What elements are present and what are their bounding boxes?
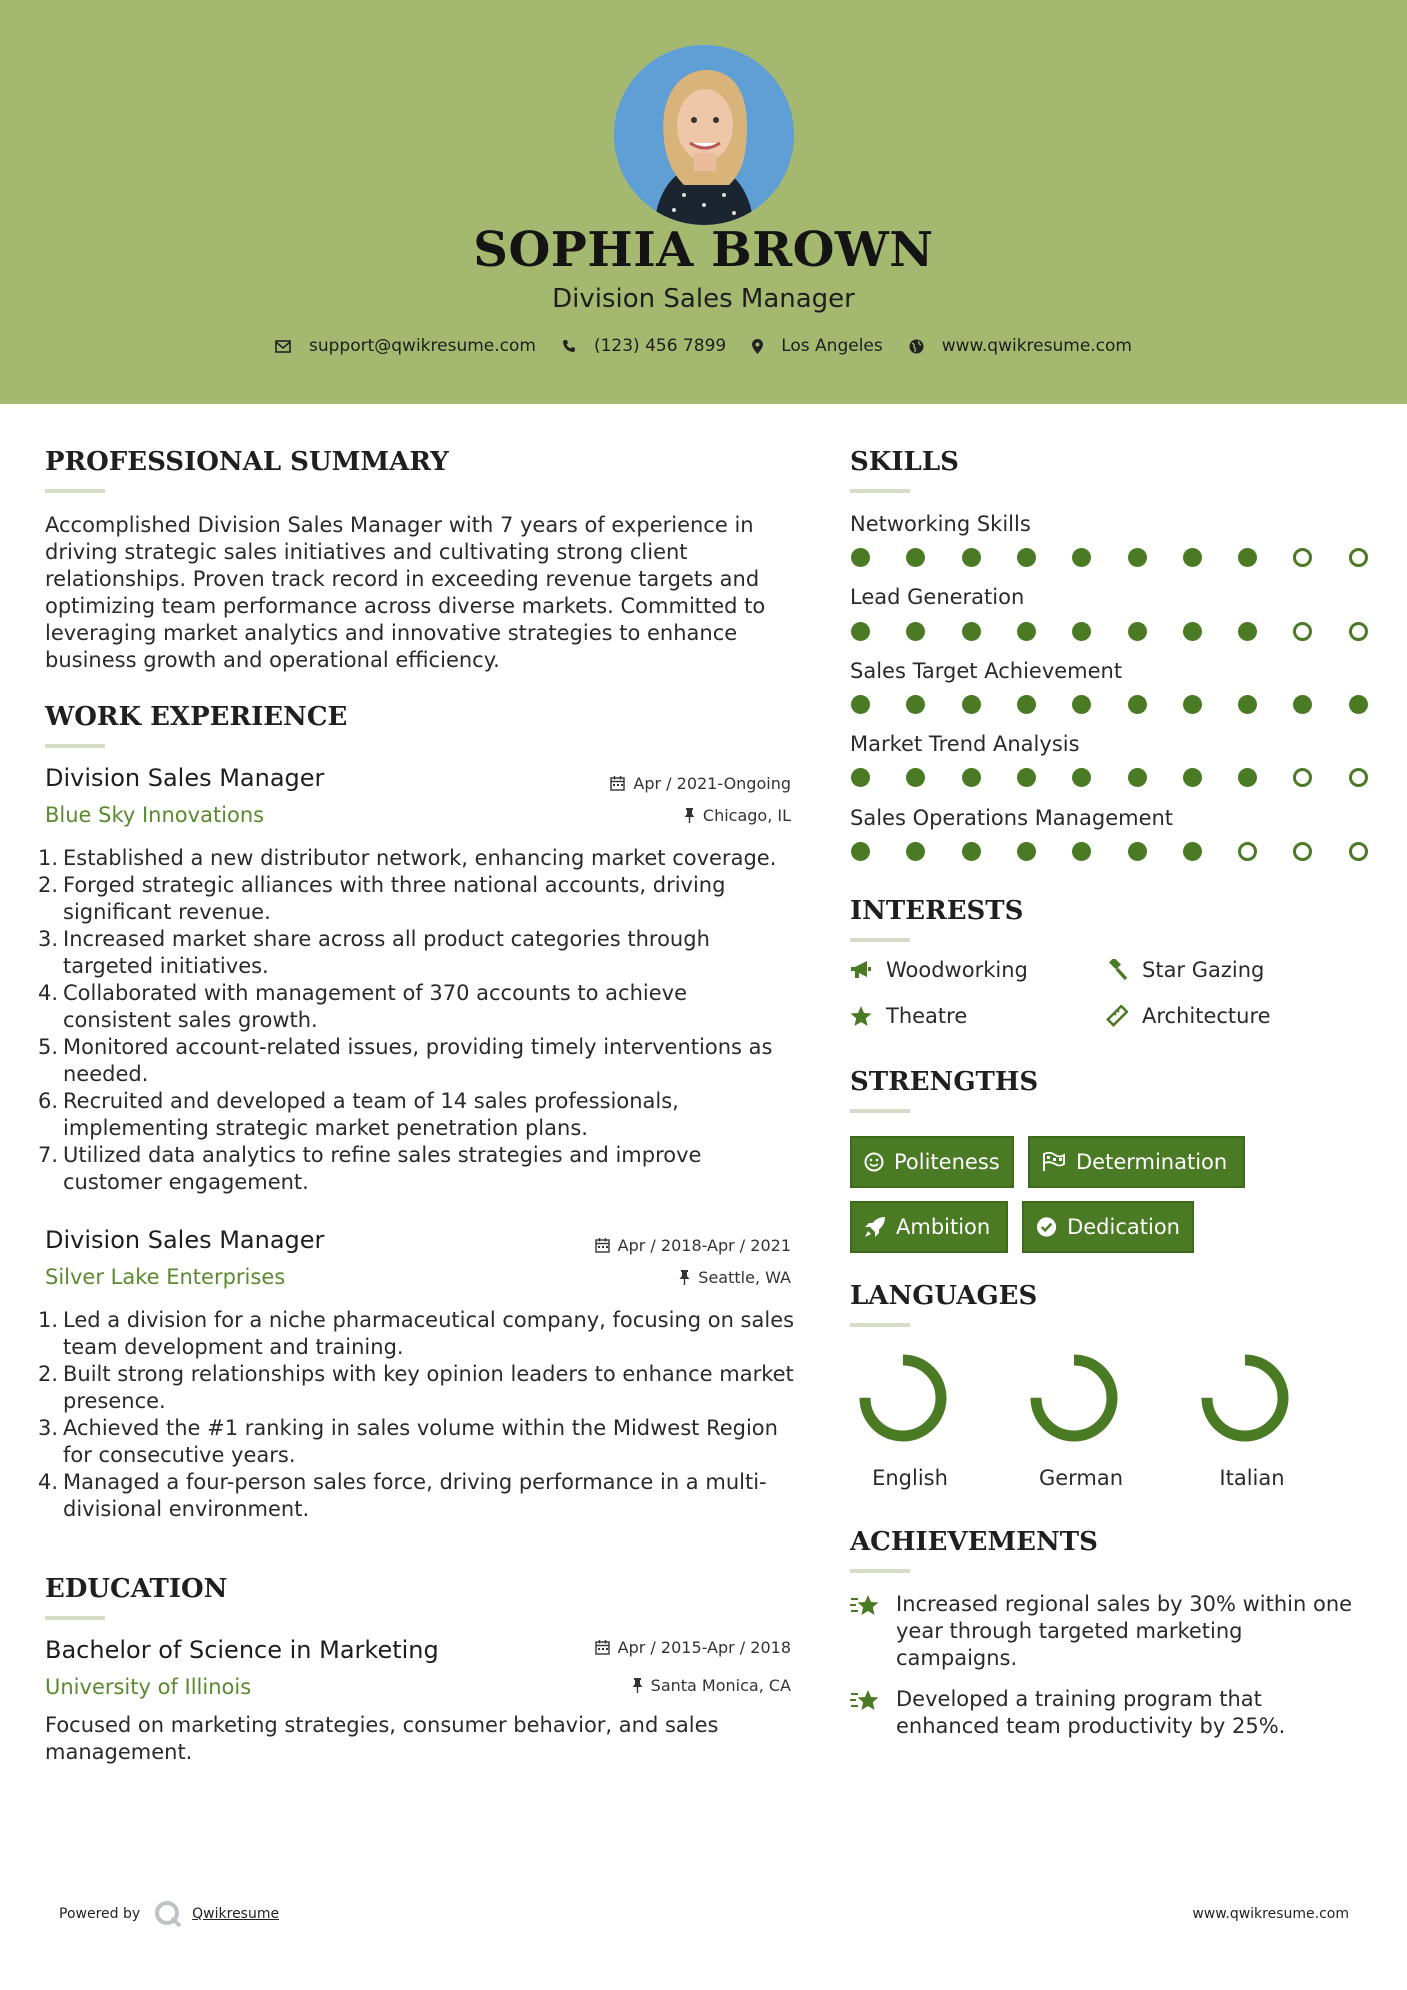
rocket-icon xyxy=(864,1216,886,1238)
bullet-text: Forged strategic alliances with three national accounts, driving significant revenue. xyxy=(63,873,726,924)
rating-dot-empty xyxy=(1293,622,1312,641)
rating-dot-filled xyxy=(1293,695,1312,714)
calendar-icon xyxy=(595,1238,610,1253)
bullet-text: Collaborated with management of 370 accounts to achieve consistent sales growth. xyxy=(63,981,688,1032)
rating-dot-filled xyxy=(1238,622,1257,641)
summary-heading: PROFESSIONAL SUMMARY xyxy=(45,447,449,477)
flag-icon xyxy=(1042,1152,1066,1172)
rating-dot-filled xyxy=(1183,842,1202,861)
rating-dot-empty xyxy=(1349,842,1368,861)
brand-link[interactable]: Qwikresume xyxy=(192,1906,280,1922)
rating-dot-filled xyxy=(1183,548,1202,567)
header-banner xyxy=(0,0,1407,404)
skill-name: Lead Generation xyxy=(850,585,1025,609)
calendar-icon xyxy=(610,776,625,791)
rating-dot-filled xyxy=(1128,768,1147,787)
strength-badge xyxy=(1028,1136,1245,1188)
school-name: University of Illinois xyxy=(45,1675,252,1699)
interests-underline xyxy=(850,938,910,942)
rating-dot-filled xyxy=(962,768,981,787)
rating-dot-filled xyxy=(1128,695,1147,714)
language-level-arc xyxy=(1207,1360,1283,1436)
interests-heading: INTERESTS xyxy=(850,896,1024,926)
education-underline xyxy=(45,1616,105,1620)
rating-dot-filled xyxy=(1072,622,1091,641)
email-text: support@qwikresume.com xyxy=(309,336,536,356)
interest-label: Architecture xyxy=(1142,1004,1271,1028)
contact-phone[interactable] xyxy=(562,336,726,356)
strength-label: Determination xyxy=(1076,1150,1228,1174)
rating-dot-empty xyxy=(1349,768,1368,787)
list-item: 3. Increased market share across all product categories through targeted initiatives. xyxy=(38,927,710,978)
rating-dot-empty xyxy=(1293,768,1312,787)
skill-name: Sales Operations Management xyxy=(850,806,1174,830)
rating-dot-empty xyxy=(1349,622,1368,641)
job-location-text: Seattle, WA xyxy=(698,1268,791,1287)
achievement-item xyxy=(850,1591,1370,1672)
achievement-text: Increased regional sales by 30% within one year through targeted marketing campaigns. xyxy=(896,1592,1353,1670)
strength-label: Politeness xyxy=(894,1150,1000,1174)
list-item: 2. Forged strategic alliances with three national accounts, driving significant revenue. xyxy=(38,873,726,924)
achievements-heading: ACHIEVEMENTS xyxy=(850,1527,1098,1557)
education-dates-text: Apr / 2015-Apr / 2018 xyxy=(617,1638,791,1657)
job-company: Blue Sky Innovations xyxy=(45,803,265,827)
strength-badge xyxy=(1022,1201,1194,1253)
location-text: Los Angeles xyxy=(781,336,883,356)
list-item: 5. Monitored account-related issues, providing timely interventions as needed. xyxy=(38,1035,773,1086)
achievements-underline xyxy=(850,1569,910,1573)
language-ring xyxy=(1028,1352,1120,1444)
job-location-text: Chicago, IL xyxy=(702,806,791,825)
language-name: German xyxy=(1038,1466,1124,1490)
rating-dot-filled xyxy=(1072,768,1091,787)
gavel-icon xyxy=(1106,959,1128,981)
rating-dot-empty xyxy=(1349,548,1368,567)
language-ring xyxy=(857,1352,949,1444)
experience-underline xyxy=(45,744,105,748)
candidate-role: Division Sales Manager xyxy=(552,284,855,314)
rating-dot-empty xyxy=(1293,548,1312,567)
list-item: 4. Managed a four-person sales force, driving performance in a multi-divisional environment. xyxy=(38,1470,767,1521)
check-circle-icon xyxy=(1036,1216,1057,1238)
rating-dot-filled xyxy=(1017,768,1036,787)
candidate-name: SOPHIA BROWN xyxy=(473,222,934,278)
rating-dot-filled xyxy=(1183,695,1202,714)
skill-name: Networking Skills xyxy=(850,512,1031,536)
rating-dot-filled xyxy=(1238,695,1257,714)
footer-website[interactable]: www.qwikresume.com xyxy=(1192,1906,1349,1922)
education-dates xyxy=(560,1638,791,1657)
skill-rating xyxy=(851,548,1366,570)
bullet-text: Led a division for a niche pharmaceutical company, focusing on sales team development and training. xyxy=(63,1308,795,1359)
interest-item xyxy=(1106,958,1264,982)
powered-by-text: Powered by xyxy=(59,1906,141,1922)
languages-underline xyxy=(850,1323,910,1327)
rating-dot-filled xyxy=(1072,842,1091,861)
language-name: Italian xyxy=(1219,1466,1285,1490)
language-ring xyxy=(1199,1352,1291,1444)
job-company: Silver Lake Enterprises xyxy=(45,1265,286,1289)
rating-dot-filled xyxy=(1238,548,1257,567)
interest-item xyxy=(850,1004,967,1028)
globe-icon xyxy=(909,339,924,354)
rating-dot-filled xyxy=(906,768,925,787)
strength-badge xyxy=(850,1201,1008,1253)
skill-name: Sales Target Achievement xyxy=(850,659,1123,683)
rating-dot-filled xyxy=(851,842,870,861)
job-title: Division Sales Manager xyxy=(45,1226,325,1254)
summary-text: Accomplished Division Sales Manager with 7 years of experience in driving strategic sales initiatives and cultivating strong client relationships. Proven track record in exceeding revenue targets and optimizing team performance across diverse markets. Committed to leveraging market analytics and innovative strategies to enhance business growth and operational efficiency. xyxy=(45,513,766,672)
skill-rating xyxy=(851,842,1366,864)
list-item: 2. Built strong relationships with key opinion leaders to enhance market presence. xyxy=(38,1362,794,1413)
shooting-star-icon xyxy=(850,1688,882,1712)
rating-dot-filled xyxy=(1072,548,1091,567)
bullet-text: Recruited and developed a team of 14 sales professionals, implementing strategic market penetration plans. xyxy=(63,1089,679,1140)
bullet-text: Established a new distributor network, enhancing market coverage. xyxy=(63,846,777,870)
skill-name: Market Trend Analysis xyxy=(850,732,1080,756)
contact-website[interactable] xyxy=(909,336,1132,356)
interest-label: Theatre xyxy=(886,1004,968,1028)
summary-underline xyxy=(45,489,105,493)
job-title: Division Sales Manager xyxy=(45,764,325,792)
rating-dot-filled xyxy=(1017,695,1036,714)
rating-dot-filled xyxy=(1072,695,1091,714)
map-pin-icon xyxy=(752,339,763,354)
rating-dot-filled xyxy=(962,548,981,567)
language-name: English xyxy=(872,1466,948,1490)
job-location xyxy=(560,806,791,825)
education-location xyxy=(560,1676,791,1695)
rating-dot-filled xyxy=(962,695,981,714)
skill-rating xyxy=(851,622,1366,644)
list-item: 1. Established a new distributor network, enhancing market coverage. xyxy=(38,846,777,870)
contact-location xyxy=(752,336,883,356)
contact-email[interactable] xyxy=(275,336,536,356)
rating-dot-empty xyxy=(1293,842,1312,861)
language-level-arc xyxy=(1036,1360,1112,1436)
list-item: 6. Recruited and developed a team of 14 sales professionals, implementing strategic market penetration plans. xyxy=(38,1089,679,1140)
skill-rating xyxy=(851,768,1366,790)
star-icon xyxy=(850,1006,872,1027)
skill-rating xyxy=(851,695,1366,717)
rating-dot-filled xyxy=(851,768,870,787)
interest-item xyxy=(1106,1004,1271,1028)
achievement-text: Developed a training program that enhanced team productivity by 25%. xyxy=(896,1687,1286,1738)
strengths-underline xyxy=(850,1109,910,1113)
strength-label: Ambition xyxy=(896,1215,991,1239)
education-heading: EDUCATION xyxy=(45,1574,228,1604)
powered-by xyxy=(59,1900,279,1928)
rating-dot-filled xyxy=(1017,842,1036,861)
degree-title: Bachelor of Science in Marketing xyxy=(45,1636,439,1664)
strength-badge xyxy=(850,1136,1014,1188)
list-item: 3. Achieved the #1 ranking in sales volume within the Midwest Region for consecutive years. xyxy=(38,1416,778,1467)
phone-text: (123) 456 7899 xyxy=(593,336,727,356)
website-text: www.qwikresume.com xyxy=(941,336,1132,356)
education-location-text: Santa Monica, CA xyxy=(650,1676,791,1695)
shooting-star-icon xyxy=(850,1593,882,1617)
job-dates-text: Apr / 2021-Ongoing xyxy=(633,774,791,793)
education-description: Focused on marketing strategies, consumer behavior, and sales management. xyxy=(45,1713,719,1764)
qwikresume-logo-icon xyxy=(154,1900,182,1928)
ruler-icon xyxy=(1106,1005,1128,1027)
interest-item xyxy=(850,958,1028,982)
strength-label: Dedication xyxy=(1067,1215,1180,1239)
pushpin-icon xyxy=(632,1678,643,1693)
rating-dot-filled xyxy=(851,622,870,641)
strengths-heading: STRENGTHS xyxy=(850,1067,1039,1097)
bullet-text: Utilized data analytics to refine sales strategies and improve customer engagement. xyxy=(63,1143,702,1194)
smile-icon xyxy=(864,1152,884,1172)
rating-dot-filled xyxy=(962,842,981,861)
skills-heading: SKILLS xyxy=(850,447,959,477)
job-dates xyxy=(560,1236,791,1255)
bullet-text: Achieved the #1 ranking in sales volume within the Midwest Region for consecutive years. xyxy=(63,1416,778,1467)
list-item: 1. Led a division for a niche pharmaceutical company, focusing on sales team development and training. xyxy=(38,1308,795,1359)
language-level-arc xyxy=(865,1360,941,1436)
experience-heading: WORK EXPERIENCE xyxy=(45,702,348,732)
rating-dot-filled xyxy=(851,695,870,714)
job-dates xyxy=(560,774,791,793)
contact-bar xyxy=(0,336,1407,356)
job-location xyxy=(560,1268,791,1287)
rating-dot-filled xyxy=(906,842,925,861)
list-item: 7. Utilized data analytics to refine sales strategies and improve customer engagement. xyxy=(38,1143,702,1194)
list-item: 4. Collaborated with management of 370 accounts to achieve consistent sales growth. xyxy=(38,981,688,1032)
envelope-icon xyxy=(275,340,291,353)
rating-dot-filled xyxy=(1128,842,1147,861)
rating-dot-empty xyxy=(1238,842,1257,861)
rating-dot-filled xyxy=(1017,622,1036,641)
pushpin-icon xyxy=(679,1270,690,1285)
languages-heading: LANGUAGES xyxy=(850,1281,1038,1311)
phone-icon xyxy=(562,339,576,353)
rating-dot-filled xyxy=(1183,622,1202,641)
bullet-text: Monitored account-related issues, providing timely interventions as needed. xyxy=(63,1035,773,1086)
rating-dot-filled xyxy=(906,548,925,567)
bullet-text: Managed a four-person sales force, driving performance in a multi-divisional environment. xyxy=(63,1470,767,1521)
rating-dot-filled xyxy=(906,695,925,714)
job-responsibilities xyxy=(38,1307,798,1523)
job-responsibilities xyxy=(38,845,798,1196)
megaphone-icon xyxy=(850,960,872,980)
rating-dot-filled xyxy=(1238,768,1257,787)
interest-label: Star Gazing xyxy=(1142,958,1265,982)
rating-dot-filled xyxy=(1349,695,1368,714)
pushpin-icon xyxy=(684,808,695,823)
rating-dot-filled xyxy=(1017,548,1036,567)
achievement-item xyxy=(850,1686,1370,1740)
rating-dot-filled xyxy=(906,622,925,641)
rating-dot-filled xyxy=(1183,768,1202,787)
rating-dot-filled xyxy=(851,548,870,567)
rating-dot-filled xyxy=(1128,622,1147,641)
rating-dot-filled xyxy=(1128,548,1147,567)
skills-underline xyxy=(850,489,910,493)
job-dates-text: Apr / 2018-Apr / 2021 xyxy=(617,1236,791,1255)
calendar-icon xyxy=(595,1640,610,1655)
profile-photo xyxy=(614,45,794,225)
rating-dot-filled xyxy=(962,622,981,641)
bullet-text: Increased market share across all product categories through targeted initiatives. xyxy=(63,927,710,978)
interest-label: Woodworking xyxy=(886,958,1028,982)
bullet-text: Built strong relationships with key opinion leaders to enhance market presence. xyxy=(63,1362,794,1413)
